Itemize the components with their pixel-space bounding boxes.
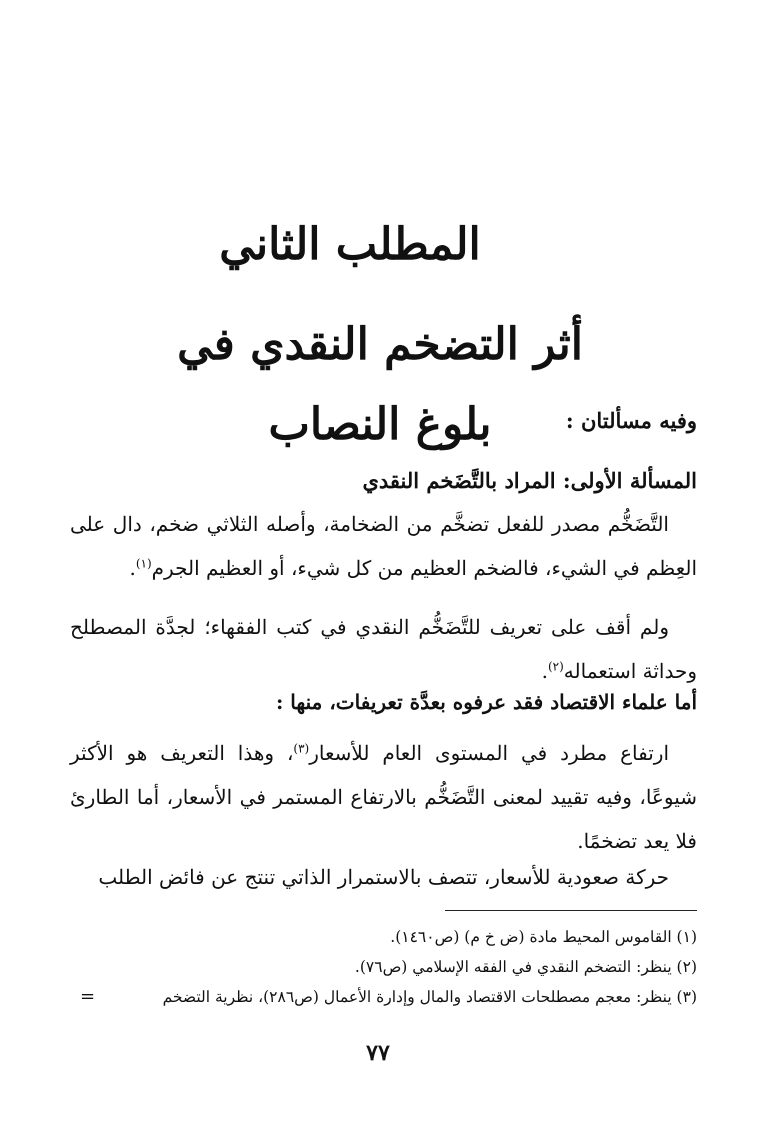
- paragraph-definition-1: [70, 731, 697, 863]
- footnote-text: (٣) ينظر: معجم مصطلحات الاقتصاد والمال وإدارة الأعمال (ص٢٨٦)، نظرية التضخم: [162, 988, 697, 1006]
- section-title: المطلب الثاني: [219, 219, 481, 270]
- paragraph-fiqh: [70, 605, 697, 693]
- footnote-marker: (٣): [293, 741, 310, 756]
- footnote-marker: (١): [135, 556, 152, 571]
- footnotes: [70, 922, 697, 1012]
- continuation-mark: =: [80, 986, 96, 1007]
- paragraph-end: .: [129, 556, 136, 580]
- issue-heading: المسألة الأولى: المراد بالتَّضَخم النقدي: [362, 468, 697, 493]
- footnote-marker: (٢): [547, 659, 564, 674]
- footnote-1: (١) القاموس المحيط مادة (ض خ م) (ص١٤٦٠).: [390, 928, 697, 946]
- page-number: ٧٧: [366, 1040, 390, 1066]
- paragraph-text: التَّضَخُّم مصدر للفعل تضخَّم من الضخامة، وأصله الثلاثي ضخم، دال على العِظم في الشيء، فالضخم العظيم من كل شيء، أو العظيم الجرم: [70, 512, 697, 580]
- paragraph-text-continued: ، وهذا التعريف هو الأكثر شيوعًا، وفيه تقييد لمعنى التَّضَخُّم بالارتفاع المستمر في الأسعار، أما الطارئ فلا يعد تضخمًا.: [70, 741, 697, 853]
- paragraph-text: ارتفاع مطرد في المستوى العام للأسعار: [309, 741, 670, 765]
- section-subtitle: أثر التضخم النقدي في بلوغ النصاب: [177, 319, 583, 450]
- paragraph-definition: [70, 502, 697, 590]
- footnote-3: [70, 982, 697, 1012]
- footnote-divider: [445, 910, 697, 911]
- footnote-2: (٢) ينظر: التضخم النقدي في الفقه الإسلامي (ص٧٦).: [354, 958, 697, 976]
- paragraph-end: .: [541, 659, 548, 683]
- economists-heading: أما علماء الاقتصاد فقد عرفوه بعدَّة تعريفات، منها :: [275, 690, 697, 714]
- paragraph-definition-2: حركة صعودية للأسعار، تتصف بالاستمرار الذاتي تنتج عن فائض الطلب: [98, 865, 669, 889]
- paragraph-text: ولم أقف على تعريف للتَّضَخُّم النقدي في كتب الفقهاء؛ لجدَّة المصطلح وحداثة استعماله: [70, 615, 697, 683]
- intro-line: وفيه مسألتان :: [565, 408, 697, 433]
